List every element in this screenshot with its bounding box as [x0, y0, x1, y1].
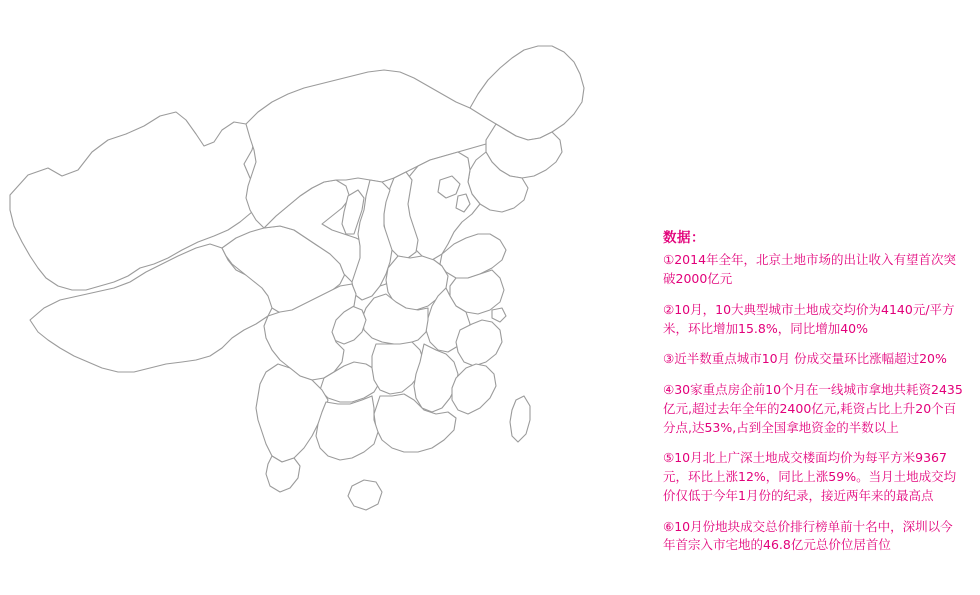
data-item-4: ④30家重点房企前10个月在一线城市拿地共耗资2435亿元,超过去年全年的2400亿元,耗资占比上升20个百分点,达53%,占到全国拿地资金的半数以上 [663, 382, 963, 435]
province-shanghai [492, 308, 506, 322]
data-item-6: ⑥10月份地块成交总价排行榜单前十名中，深圳以今年首宗入市宅地的46.8亿元总价位居首位 [663, 518, 953, 553]
data-item-2: ②10月，10大典型城市土地成交均价为4140元/平方米，环比增加15.8%，同比增加40% [663, 301, 955, 336]
province-outlines [10, 46, 584, 510]
province-hainan [348, 480, 382, 510]
data-item-5: ⑤10月北上广深土地成交楼面均价为每平方米9367元，环比上涨12%，同比上涨59%。当月土地成交均价仅低于今年1月份的纪录，接近两年来的最高点 [663, 450, 957, 503]
data-panel [663, 228, 963, 555]
data-panel-title: 数据： [663, 230, 705, 246]
province-taiwan [510, 396, 530, 442]
province-guangxi [316, 396, 378, 460]
province-fujian [452, 364, 496, 414]
data-item-1: ①2014年全年，北京土地市场的出让收入有望首次突破2000亿元 [663, 252, 957, 286]
data-item-3: ③近半数重点城市10月 份成交量环比涨幅超过20% [663, 351, 947, 367]
province-yunnan-tail [266, 456, 300, 492]
